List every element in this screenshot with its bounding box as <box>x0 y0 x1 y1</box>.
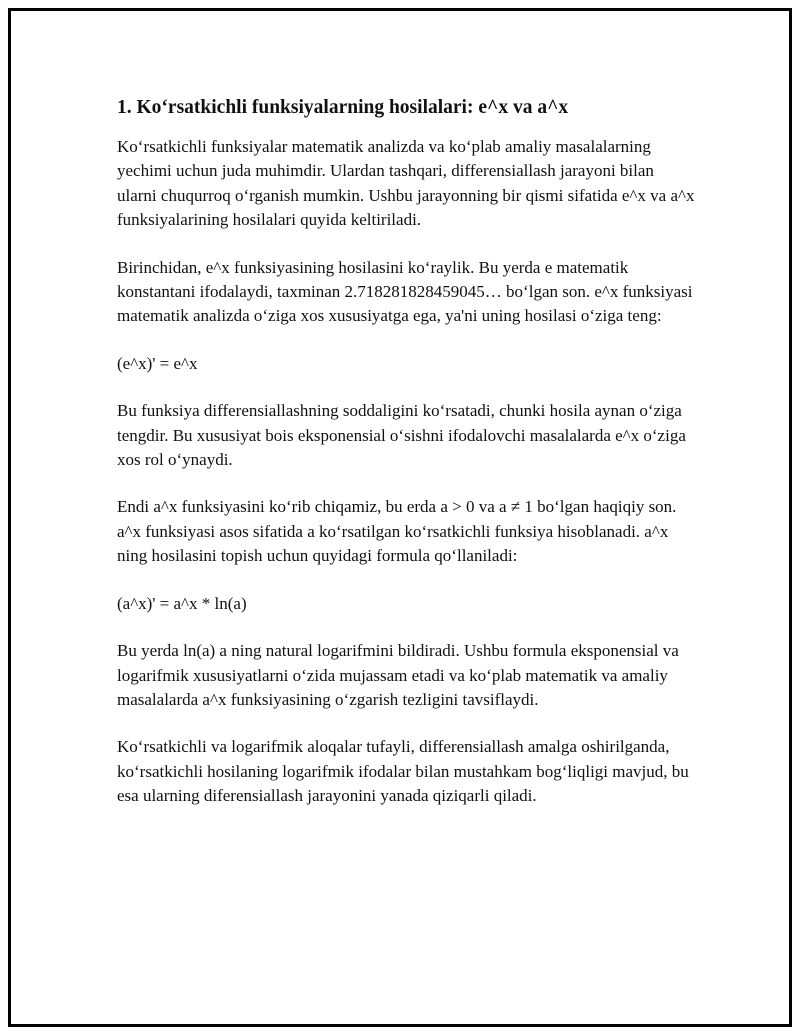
paragraph-ax-definition: Endi a^x funksiyasini koʻrib chiqamiz, bu erda a > 0 va a ≠ 1 boʻlgan haqiqiy son. a^x funksiyasi asos sifatida a koʻrsatilgan koʻrsatkichli funksiya hisoblanadi. a^x ning hosilasini topish uchun quyidagi formula qoʻllaniladi: <box>117 497 677 566</box>
paragraph-ex-property: Bu funksiya differensiallashning soddaligini koʻrsatadi, chunki hosila aynan oʻziga tengdir. Bu xususiyat bois eksponensial oʻsishni ifodalovchi masalalarda e^x oʻziga xos rol oʻynaydi. <box>117 401 686 470</box>
document-content <box>117 95 697 832</box>
paragraph-ex-definition: Birinchidan, e^x funksiyasining hosilasini koʻraylik. Bu yerda e matematik konstantani ifodalaydi, taxminan 2.718281828459045… boʻlgan son. e^x funksiyasi matematik analizda oʻziga xos xususiyatga ega, ya'ni uning hosilasi oʻziga teng: <box>117 257 693 326</box>
section-heading: 1. Koʻrsatkichli funksiyalarning hosilalari: e^x va a^x <box>117 97 569 118</box>
paragraph-ln-explanation: Bu yerda ln(a) a ning natural logarifmini bildiradi. Ushbu formula eksponensial va logarifmik xususiyatlarni oʻzida mujassam etadi va koʻplab matematik va amaliy masalalarda a^x funksiyasining oʻzgarish tezligini tavsiflaydi. <box>117 641 679 709</box>
paragraph-conclusion: Koʻrsatkichli va logarifmik aloqalar tufayli, differensiallash amalga oshirilganda, koʻrsatkichli hosilaning logarifmik ifodalar bilan mustahkam bogʻliqligi mavjud, bu esa ularning diferensiallash jarayonini yanada qiziqarli qiladi. <box>117 737 689 806</box>
formula-ex-derivative: (e^x)' = e^x <box>117 353 198 373</box>
paragraph-intro: Koʻrsatkichli funksiyalar matematik analizda va koʻplab amaliy masalalarning yechimi uchun juda muhimdir. Ulardan tashqari, differensiallash jarayoni bilan ularni chuqurroq oʻrganish mumkin. Ushbu jarayonning bir qismi sifatida e^x va a^x funksiyalarining hosilalari quyida keltiriladi. <box>117 137 695 230</box>
formula-ax-derivative: (a^x)' = a^x * ln(a) <box>117 593 247 613</box>
document-page <box>8 8 792 1027</box>
